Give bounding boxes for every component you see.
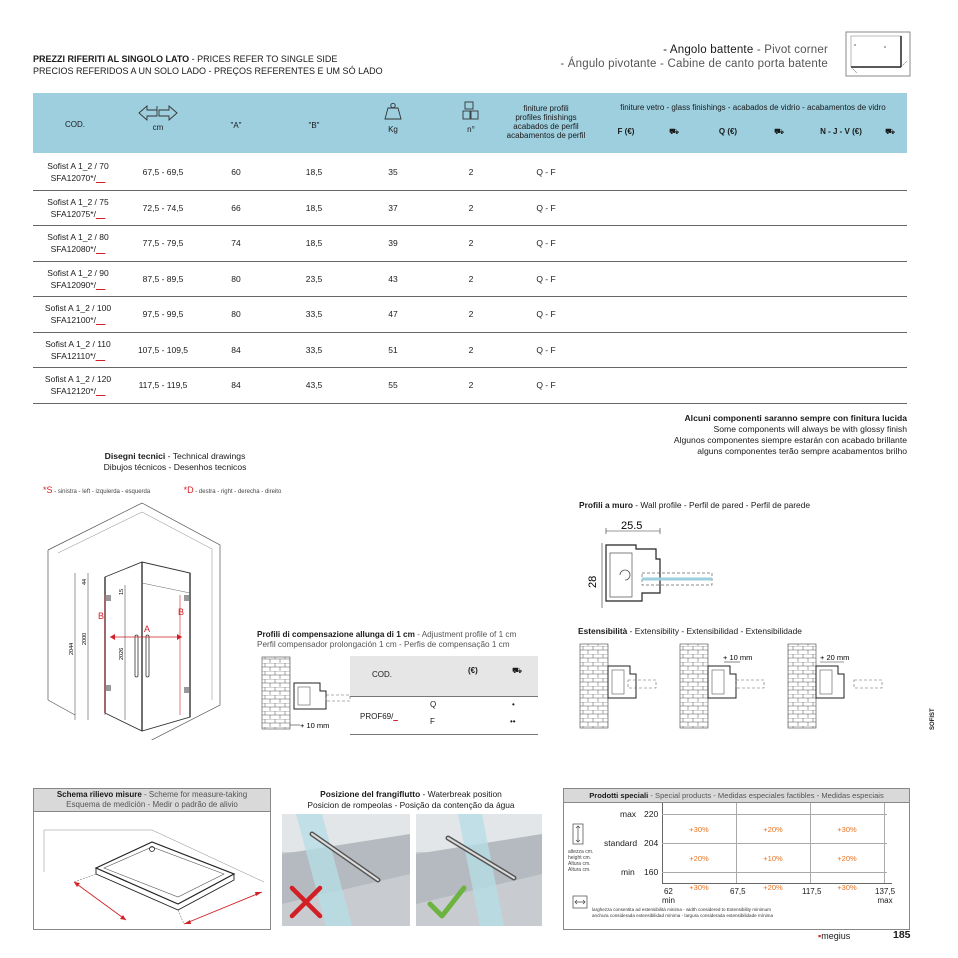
row-range: 72,5 - 74,5 xyxy=(142,202,184,213)
meas-head-rest: - Scheme for measure-taking xyxy=(141,790,248,799)
row-n: 2 xyxy=(468,380,474,390)
adj-f-dots: •• xyxy=(510,717,516,726)
adj-code xyxy=(360,712,398,721)
row-name: Sofist A 1_2 / 120 xyxy=(44,374,112,384)
dim-b-right: B xyxy=(178,607,185,617)
extensibility-title xyxy=(578,626,802,636)
row-product xyxy=(33,160,123,184)
glossy-note xyxy=(674,413,907,457)
row-code: SFA12110*/ xyxy=(50,350,96,361)
width-note-2: anchura considerada extensibilidad mínima - largura considerada extensibilidade mínima xyxy=(592,913,774,918)
ext-dim-20: + 20 mm xyxy=(820,653,850,662)
special-grid-cell: +20% xyxy=(763,825,783,834)
table-row xyxy=(33,333,907,369)
row-code-suffix: __ xyxy=(95,350,106,361)
waterbreak-wrong-image xyxy=(282,814,410,926)
table-row xyxy=(33,191,907,227)
tech-drawings-title xyxy=(75,451,275,473)
water-title-bold: Posizione del frangiflutto xyxy=(320,789,421,799)
table-row xyxy=(33,297,907,333)
row-name: Sofist A 1_2 / 90 xyxy=(47,267,109,278)
tech-title-rest: - Technical drawings xyxy=(165,451,246,461)
wall-title-rest: - Wall profile - Perfil de pared - Perfil de parede xyxy=(632,500,811,510)
wall-profile-title xyxy=(579,500,810,510)
col-a: "A" xyxy=(230,121,242,130)
tech-title-bold: Disegni tecnici xyxy=(104,451,166,461)
row-kg: 39 xyxy=(388,238,398,248)
x-137-5-block xyxy=(875,887,895,905)
spec-head-rest: - Special products - Medidas especiales factibles - Medidas especiais xyxy=(648,791,884,800)
row-n: 2 xyxy=(468,167,474,177)
adj-q-dots: • xyxy=(512,700,515,709)
brand-logo xyxy=(818,931,850,941)
row-n: 2 xyxy=(468,273,474,284)
col-q: Q (€) xyxy=(718,127,738,136)
x-67-5: 67,5 xyxy=(730,887,746,896)
technical-drawing xyxy=(30,495,230,740)
row-a: 80 xyxy=(231,273,241,284)
row-n: 2 xyxy=(468,309,474,319)
max-label: max xyxy=(620,809,637,819)
adj-col-eur: (€) xyxy=(468,666,478,675)
note-line-4: alguns componentes terão sempre acabamentos brilho xyxy=(697,446,907,456)
width-note xyxy=(592,907,773,919)
row-product xyxy=(33,338,123,362)
special-grid-cell: +10% xyxy=(763,854,783,863)
row-product xyxy=(33,231,123,255)
row-code: SFA12080*/ xyxy=(50,244,96,254)
s-text: - sinistra - left - izquierda - esquerda xyxy=(54,489,151,495)
row-kg: 35 xyxy=(388,167,398,177)
row-a: 74 xyxy=(231,238,241,248)
row-b: 18,5 xyxy=(305,167,323,177)
table-row xyxy=(33,368,907,404)
header-right-rest: - Pivot corner xyxy=(753,44,828,56)
row-kg: 55 xyxy=(388,380,398,390)
row-b: 43,5 xyxy=(305,380,323,390)
dim-25-5: 25.5 xyxy=(621,520,643,532)
dim-2000: 2000 xyxy=(82,632,88,645)
ext-wall-1 xyxy=(580,644,656,728)
row-b: 33,5 xyxy=(305,344,323,355)
tech-title-line2: Dibujos técnicos - Desenhos tecnicos xyxy=(103,462,247,472)
row-code-suffix: __ xyxy=(95,279,106,290)
adj-truck-icon: ⛟ xyxy=(512,666,523,675)
row-range: 67,5 - 69,5 xyxy=(142,167,184,177)
row-finishings: Q - F xyxy=(536,273,556,284)
row-n: 2 xyxy=(468,344,474,355)
truck-icon-3: ⛟ xyxy=(885,127,896,136)
measure-scheme-header xyxy=(34,789,270,812)
note-line-2: Some components will always be with glossy finish xyxy=(713,424,907,434)
special-products-header xyxy=(564,789,909,803)
row-product xyxy=(33,196,123,220)
special-grid-cell: +30% xyxy=(689,883,709,892)
row-a: 80 xyxy=(231,309,241,319)
row-b: 23,5 xyxy=(305,273,323,284)
adjustment-profile-title xyxy=(257,630,516,650)
row-name: Sofist A 1_2 / 70 xyxy=(47,161,109,171)
row-code: SFA12075*/ xyxy=(50,208,96,219)
row-finishings: Q - F xyxy=(536,380,556,390)
col-n: n° xyxy=(467,125,475,134)
x-62: 62 xyxy=(663,887,673,896)
truck-icon-1: ⛟ xyxy=(669,127,680,136)
row-code-suffix: __ xyxy=(95,244,106,254)
row-range: 87,5 - 89,5 xyxy=(142,273,184,284)
row-code: SFA12090*/ xyxy=(50,279,96,290)
col-b: "B" xyxy=(308,121,320,130)
header-left-bold: PREZZI RIFERITI AL SINGOLO LATO xyxy=(33,54,190,64)
special-products-panel xyxy=(563,788,910,930)
x-min: min xyxy=(662,896,675,905)
x-117-5: 117,5 xyxy=(802,887,822,896)
standard-label: standard xyxy=(604,838,638,848)
row-finishings: Q - F xyxy=(536,238,556,248)
row-product xyxy=(33,302,123,326)
pivot-corner-icon xyxy=(845,31,911,77)
row-code: SFA12120*/ xyxy=(50,386,96,396)
row-code-suffix: __ xyxy=(95,386,106,396)
dim-2026: 2026 xyxy=(119,647,125,660)
dim-b-left: B xyxy=(98,611,105,621)
row-range: 77,5 - 79,5 xyxy=(142,238,184,248)
row-n: 2 xyxy=(468,202,474,213)
row-b: 18,5 xyxy=(305,202,323,213)
header-right-main: - Angolo battente xyxy=(663,44,754,56)
col-cod: COD. xyxy=(65,120,85,129)
d-text: - destra - right - derecha - direito xyxy=(195,489,282,495)
dim-a: A xyxy=(144,624,151,634)
price-table-header xyxy=(33,93,907,153)
row-name: Sofist A 1_2 / 80 xyxy=(47,232,109,242)
measure-scheme-drawing xyxy=(34,812,270,928)
dim-2044: 2044 xyxy=(69,642,75,655)
ext-wall-3 xyxy=(788,644,882,728)
h-220: 220 xyxy=(644,809,659,819)
page-number: 185 xyxy=(893,929,911,941)
row-name: Sofist A 1_2 / 100 xyxy=(44,303,112,313)
h-160: 160 xyxy=(644,867,659,877)
min-label: min xyxy=(621,867,635,877)
side-label: SOFIST xyxy=(930,708,936,730)
col-f: F (€) xyxy=(617,127,635,136)
row-range: 117,5 - 119,5 xyxy=(138,380,188,390)
width-arrows-icon xyxy=(137,104,179,122)
dim-15: 15 xyxy=(119,588,125,595)
adj-title-rest: - Adjustment profile of 1 cm xyxy=(414,630,517,639)
waterbreak-title xyxy=(280,789,542,811)
special-grid-cell: +30% xyxy=(837,825,857,834)
width-note-1: larghezza consentita ad estensibilità minima - width considered to Extensibility minimum xyxy=(592,907,771,912)
adj-col-cod: COD. xyxy=(372,670,392,679)
header-left xyxy=(33,53,383,77)
dim-28: 28 xyxy=(587,575,599,588)
table-row xyxy=(33,155,907,191)
row-name: Sofist A 1_2 / 75 xyxy=(47,196,109,207)
wall-profile-drawing xyxy=(580,513,720,613)
h-204: 204 xyxy=(644,838,659,848)
height-label: altezza cm. height cm. Altura cm. Altura cm. xyxy=(568,849,594,873)
dim-44: 44 xyxy=(82,578,88,585)
adj-title-line2: Perfil compensador prolongación 1 cm - Perfis de compensação 1 cm xyxy=(257,640,510,649)
col-njv: N - J - V (€) xyxy=(820,127,862,136)
col-glass-finishings: finiture vetro - glass finishings - acabados de vidrio - acabamentos de vidro xyxy=(620,103,886,112)
row-range: 107,5 - 109,5 xyxy=(137,344,189,355)
header-left-line2: PRECIOS REFERIDOS A UN SOLO LADO - PREÇOS REFERENTES E UM SÓ LADO xyxy=(33,66,383,76)
adj-dim: + 10 mm xyxy=(300,721,330,730)
header-right xyxy=(560,43,828,71)
measure-scheme-panel xyxy=(33,788,271,930)
height-arrows-icon xyxy=(572,823,584,845)
adjustment-profile-table xyxy=(350,656,538,736)
d-mark: *D xyxy=(183,485,194,495)
row-kg: 51 xyxy=(388,344,398,355)
brand-mark-icon: ▪ xyxy=(818,931,822,941)
brand-name: megius xyxy=(821,931,851,941)
row-kg: 43 xyxy=(388,273,398,284)
wall-title-bold: Profili a muro xyxy=(579,500,633,510)
row-code: SFA12100*/ xyxy=(50,315,96,325)
row-a: 84 xyxy=(231,344,241,355)
x-62-block xyxy=(662,887,675,905)
adjustment-profile-drawing xyxy=(260,655,352,735)
note-line-1: Alcuni componenti saranno sempre con finitura lucida xyxy=(684,413,907,423)
extensibility-drawing xyxy=(578,638,908,733)
row-kg: 37 xyxy=(388,202,398,213)
adj-title-bold: Profili di compensazione allunga di 1 cm xyxy=(257,630,415,639)
row-b: 33,5 xyxy=(305,309,323,319)
ext-title-bold: Estensibilità xyxy=(578,626,628,636)
adj-code-text: PROF69/ xyxy=(360,712,394,721)
special-grid-cell: +20% xyxy=(837,854,857,863)
adj-f: F xyxy=(430,717,435,726)
col-kg: Kg xyxy=(388,125,398,134)
special-grid-cell: +30% xyxy=(689,825,709,834)
row-code-suffix: __ xyxy=(95,173,106,183)
side-legend xyxy=(43,485,281,495)
row-finishings: Q - F xyxy=(536,309,556,319)
row-code-suffix: __ xyxy=(95,208,106,219)
adj-code-suffix: _ xyxy=(393,712,398,721)
row-finishings: Q - F xyxy=(536,344,556,355)
truck-icon-2: ⛟ xyxy=(774,127,785,136)
adj-q: Q xyxy=(430,700,437,709)
x-max: max xyxy=(877,896,893,905)
row-finishings: Q - F xyxy=(536,167,556,177)
row-a: 84 xyxy=(231,380,241,390)
row-finishings: Q - F xyxy=(536,202,556,213)
row-product xyxy=(33,267,123,291)
col-cm: cm xyxy=(152,123,164,132)
packages-icon xyxy=(462,101,480,121)
header-left-rest: - PRICES REFER TO SINGLE SIDE xyxy=(189,54,338,64)
row-code: SFA12070*/ xyxy=(50,173,96,183)
price-table-body xyxy=(33,155,907,404)
width-icon xyxy=(572,895,588,909)
special-grid-cell: +20% xyxy=(763,883,783,892)
x-137-5: 137,5 xyxy=(875,887,896,896)
s-mark: *S xyxy=(43,485,53,495)
table-row xyxy=(33,226,907,262)
special-grid-cell: +20% xyxy=(689,854,709,863)
spec-head-bold: Prodotti speciali xyxy=(589,791,649,800)
row-n: 2 xyxy=(468,238,474,248)
col-profile-finishings: finiture profili profiles finishings acabados de perfil acabamentos de perfil xyxy=(506,104,586,140)
row-b: 18,5 xyxy=(305,238,323,248)
row-kg: 47 xyxy=(388,309,398,319)
ext-wall-2 xyxy=(680,644,764,728)
row-name: Sofist A 1_2 / 110 xyxy=(45,338,111,349)
header-right-line2: - Ángulo pivotante - Cabine de canto porta batente xyxy=(560,58,828,70)
water-title-rest: - Waterbreak position xyxy=(420,789,502,799)
special-grid-cell: +30% xyxy=(837,883,857,892)
waterbreak-images xyxy=(282,814,542,926)
weight-icon xyxy=(383,102,403,120)
row-a: 60 xyxy=(231,167,241,177)
meas-head-line2: Esquema de medición - Medir o padrão de alivio xyxy=(66,800,238,809)
water-title-line2: Posicion de rompeolas - Posição da contenção da água xyxy=(307,800,515,810)
ext-dim-10: + 10 mm xyxy=(723,653,753,662)
waterbreak-correct-image xyxy=(416,814,542,926)
meas-head-bold: Schema rilievo misure xyxy=(56,790,142,799)
ext-title-rest: - Extensibility - Extensibilidad - Extensibilidade xyxy=(627,626,802,636)
row-a: 66 xyxy=(231,202,241,213)
table-row xyxy=(33,262,907,298)
row-product xyxy=(33,373,123,397)
row-code-suffix: __ xyxy=(95,315,106,325)
note-line-3: Algunos componentes siempre estarán con acabado brillante xyxy=(673,435,907,445)
row-range: 97,5 - 99,5 xyxy=(142,309,184,319)
